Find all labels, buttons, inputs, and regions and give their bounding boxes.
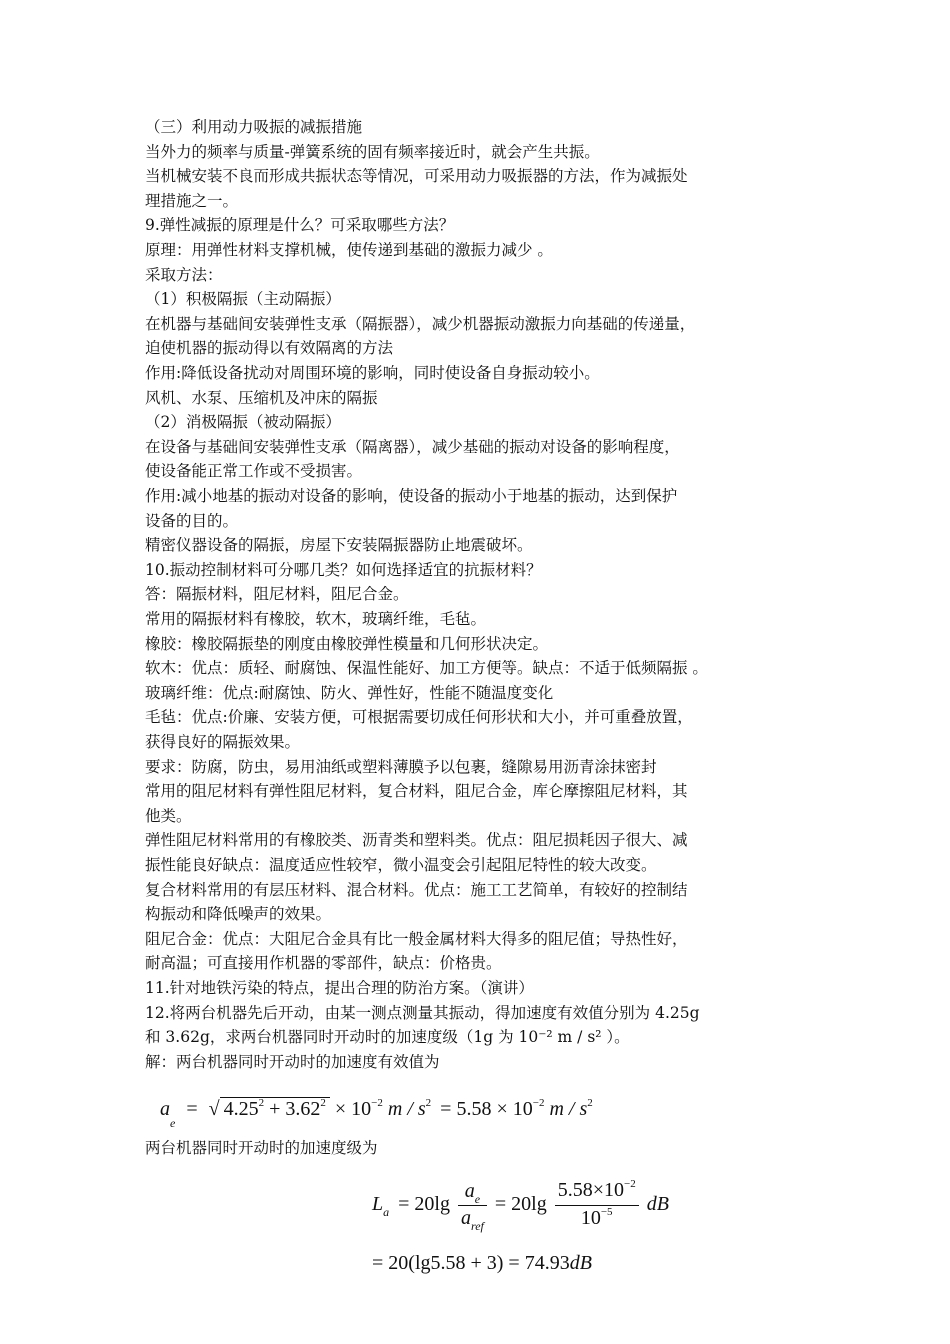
text-line: 获得良好的隔振效果。 — [145, 733, 301, 751]
text-line: 他类。 — [145, 807, 192, 825]
text-line: 理措施之一。 — [145, 192, 239, 210]
text-line: 10.振动控制材料可分哪几类？如何选择适宜的抗振材料？ — [145, 561, 542, 579]
text-line: 构振动和降低噪声的效果。 — [145, 905, 332, 923]
text-line: 常用的隔振材料有橡胶，软木，玻璃纤维，毛毡。 — [145, 610, 487, 628]
text-line: 要求：防腐，防虫，易用油纸或塑料薄膜予以包裹，缝隙易用沥青涂抹密封 — [145, 758, 657, 776]
equation-result: = 20(lg5.58 + 3) = 74.93dB — [372, 1252, 592, 1274]
text-line: 迫使机器的振动得以有效隔离的方法 — [145, 339, 394, 357]
text-line: 软木：优点：质轻、耐腐蚀、保温性能好、加工方便等。缺点：不适于低频隔振 。 — [145, 659, 708, 677]
equation-intro-text: 两台机器同时开动时的加速度级为 — [145, 1139, 378, 1157]
text-line: 原理：用弹性材料支撑机械，使传递到基础的激振力减少 。 — [145, 241, 553, 259]
text-line: 弹性阻尼材料常用的有橡胶类、沥青类和塑料类。优点：阻尼损耗因子很大、减 — [145, 831, 688, 849]
text-line: 橡胶：橡胶隔振垫的刚度由橡胶弹性模量和几何形状决定。 — [145, 635, 549, 653]
text-line: 12.将两台机器先后开动，由某一测点测量其振动，得加速度有效值分别为 4.25g — [145, 1004, 700, 1022]
text-line: 解：两台机器同时开动时的加速度有效值为 — [145, 1053, 440, 1071]
text-line: 采取方法： — [145, 266, 223, 284]
text-line: 9.弹性减振的原理是什么？可采取哪些方法？ — [145, 216, 455, 234]
text-line: 设备的目的。 — [145, 512, 239, 530]
text-line: 复合材料常用的有层压材料、混合材料。优点：施工工艺简单，有较好的控制结 — [145, 881, 688, 899]
text-line: 风机、水泵、压缩机及冲床的隔振 — [145, 389, 378, 407]
text-line: 和 3.62g，求两台机器同时开动时的加速度级（1g 为 10⁻² m / s² ）。 — [145, 1028, 630, 1046]
text-line: （2）消极隔振（被动隔振） — [145, 413, 341, 431]
text-line: 常用的阻尼材料有弹性阻尼材料，复合材料，阻尼合金，库仑摩擦阻尼材料，其 — [145, 782, 688, 800]
text-line: 振性能良好缺点：温度适应性较窄，微小温变会引起阻尼特性的较大改变。 — [145, 856, 657, 874]
text-line: 作用:减小地基的振动对设备的影响，使设备的振动小于地基的振动，达到保护 — [145, 487, 678, 505]
text-line: 耐高温；可直接用作机器的零部件，缺点：价格贵。 — [145, 954, 502, 972]
text-line: 使设备能正常工作或不受损害。 — [145, 462, 363, 480]
text-line: 精密仪器设备的隔振，房屋下安装隔振器防止地震破坏。 — [145, 536, 533, 554]
text-line: （1）积极隔振（主动隔振） — [145, 290, 341, 308]
text-line: 毛毡：优点:价廉、安装方便，可根据需要切成任何形状和大小，并可重叠放置， — [145, 708, 693, 726]
equation-acceleration-level: $L_a = 20\lg$ $\frac{a_e}{a_{ref}}$ = 20lg $\frac{5.58\times 10^{-2}}{10^{-5}}$ dB — [372, 1178, 669, 1233]
text-line: 玻璃纤维：优点:耐腐蚀、防火、弹性好，性能不随温度变化 — [145, 684, 554, 702]
equation-effective-acceleration: $a_e$ = √ $4.25^2 + 3.62^2 \times 10^{-2}$ $m / s^2 = 5.58 \times 10^{-2}$ m / $s^2$ — [160, 1097, 593, 1130]
text-line: 答：隔振材料，阻尼材料，阻尼合金。 — [145, 585, 409, 603]
text-line: 当外力的频率与质量-弹簧系统的固有频率接近时，就会产生共振。 — [145, 143, 600, 161]
text-line: 当机械安装不良而形成共振状态等情况，可采用动力吸振器的方法，作为减振处 — [145, 167, 688, 185]
text-line: 在设备与基础间安装弹性支承（隔离器），减少基础的振动对设备的影响程度， — [145, 438, 680, 456]
text-line: （三）利用动力吸振的减振措施 — [145, 118, 363, 136]
text-line: 在机器与基础间安装弹性支承（隔振器），减少机器振动激振力向基础的传递量， — [145, 315, 696, 333]
text-line: 阻尼合金：优点：大阻尼合金具有比一般金属材料大得多的阻尼值；导热性好， — [145, 930, 688, 948]
text-line: 11.针对地铁污染的特点，提出合理的防治方案。（演讲） — [145, 979, 534, 997]
text-line: 作用:降低设备扰动对周围环境的影响，同时使设备自身振动较小。 — [145, 364, 600, 382]
